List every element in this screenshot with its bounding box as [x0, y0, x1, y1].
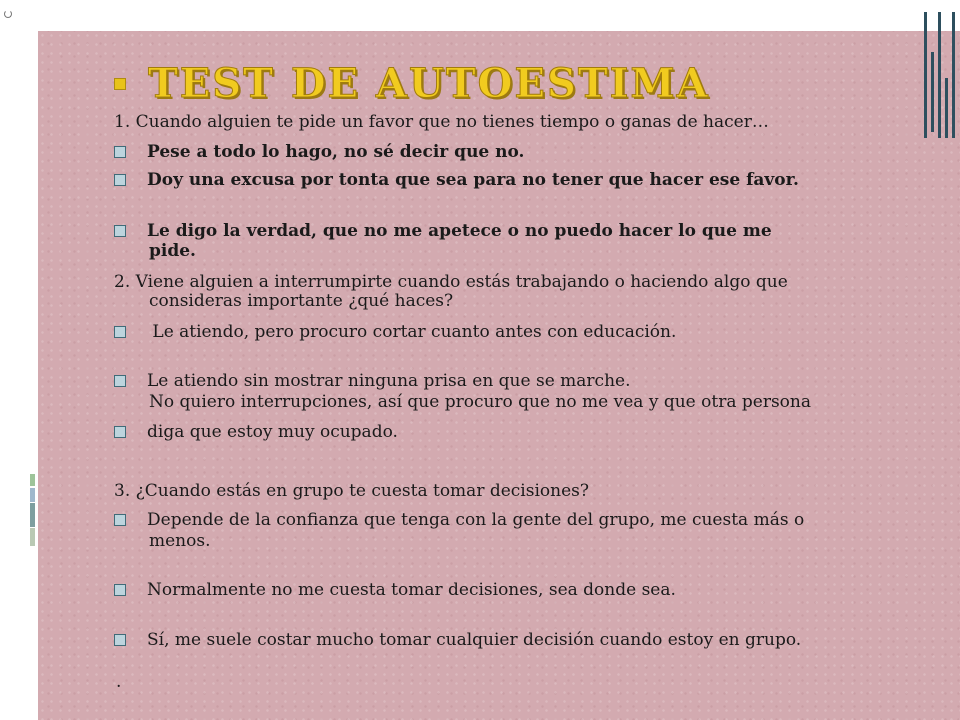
question-1: 1. Cuando alguien te pide un favor que no tienes tiempo o ganas de hacer…: [114, 112, 769, 132]
checkbox-icon: [114, 375, 126, 387]
checkbox-icon: [114, 326, 126, 338]
slide-title: TEST DE AUTOESTIMA: [148, 60, 710, 107]
checkbox-icon: [114, 426, 126, 438]
checkbox-icon: [114, 225, 126, 237]
option-3a-continued: menos.: [149, 531, 211, 551]
question-2-continued: consideras importante ¿qué haces?: [149, 291, 454, 311]
loading-icon: [4, 10, 12, 18]
option-1c: Le digo la verdad, que no me apetece o no puedo hacer lo que me: [114, 221, 772, 241]
trailing-dot: .: [116, 672, 122, 692]
option-3a: Depende de la confianza que tenga con la gente del grupo, me cuesta más o: [114, 510, 804, 530]
checkbox-icon: [114, 174, 126, 186]
corner-overlay: [0, 0, 143, 31]
decor-strip: [30, 474, 35, 486]
decor-strip: [30, 528, 35, 546]
option-3c: Sí, me suele costar mucho tomar cualquier decisión cuando estoy en grupo.: [114, 630, 801, 650]
option-2b: Le atiendo sin mostrar ninguna prisa en que se marche.: [114, 371, 630, 391]
decor-bars: [922, 12, 960, 152]
decor-strip: [30, 488, 35, 502]
option-2c: diga que estoy muy ocupado.: [114, 422, 398, 442]
checkbox-icon: [114, 514, 126, 526]
option-2a: Le atiendo, pero procuro cortar cuanto antes con educación.: [114, 322, 676, 342]
title-bullet-icon: [114, 78, 126, 90]
checkbox-icon: [114, 584, 126, 596]
title-row: [114, 60, 710, 107]
option-1c-continued: pide.: [149, 241, 196, 261]
option-1b: Doy una excusa por tonta que sea para no tener que hacer ese favor.: [114, 170, 799, 190]
option-2b-continued: No quiero interrupciones, así que procuro que no me vea y que otra persona: [149, 392, 811, 412]
decor-strip: [30, 503, 35, 527]
checkbox-icon: [114, 146, 126, 158]
option-1a: Pese a todo lo hago, no sé decir que no.: [114, 142, 524, 162]
question-3: 3. ¿Cuando estás en grupo te cuesta tomar decisiones?: [114, 481, 589, 501]
question-2: 2. Viene alguien a interrumpirte cuando estás trabajando o haciendo algo que: [114, 272, 788, 292]
checkbox-icon: [114, 634, 126, 646]
option-3b: Normalmente no me cuesta tomar decisiones, sea donde sea.: [114, 580, 676, 600]
